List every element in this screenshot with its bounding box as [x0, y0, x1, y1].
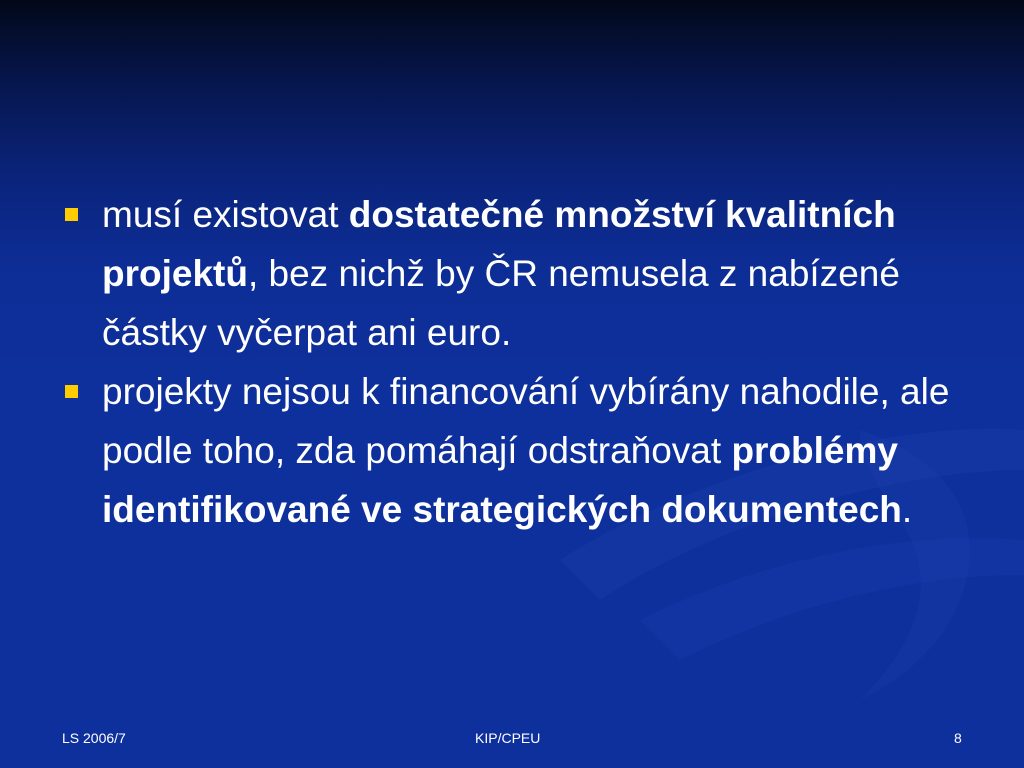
bullet-list [62, 185, 962, 539]
bullet-2-segment-2: problémy identifikované ve strategických dokumentech [102, 430, 902, 530]
bullet-2-segment-3: . [901, 489, 913, 530]
bullet-1-segment-2: dostatečné množství kvalitních projektů [102, 194, 896, 294]
footer-semester: LS 2006/7 [62, 730, 126, 746]
footer-course-code: KIP/CPEU [475, 730, 541, 746]
bullet-1-text [102, 194, 900, 353]
bullet-1-segment-1: musí existovat [102, 194, 349, 235]
square-bullet-icon [65, 208, 78, 221]
footer-slide-number: 8 [954, 730, 962, 746]
square-bullet-icon [65, 385, 78, 398]
bullet-1-segment-3: , bez nichž by ČR nemusela z nabízené částky vyčerpat ani euro. [102, 253, 900, 353]
bullet-2-text [102, 371, 949, 530]
bullet-item-1 [62, 185, 962, 362]
bullet-2-segment-1: projekty nejsou k financování vybírány nahodile, ale podle toho, zda pomáhají odstraňovat [102, 371, 950, 471]
bullet-item-2 [62, 362, 962, 539]
